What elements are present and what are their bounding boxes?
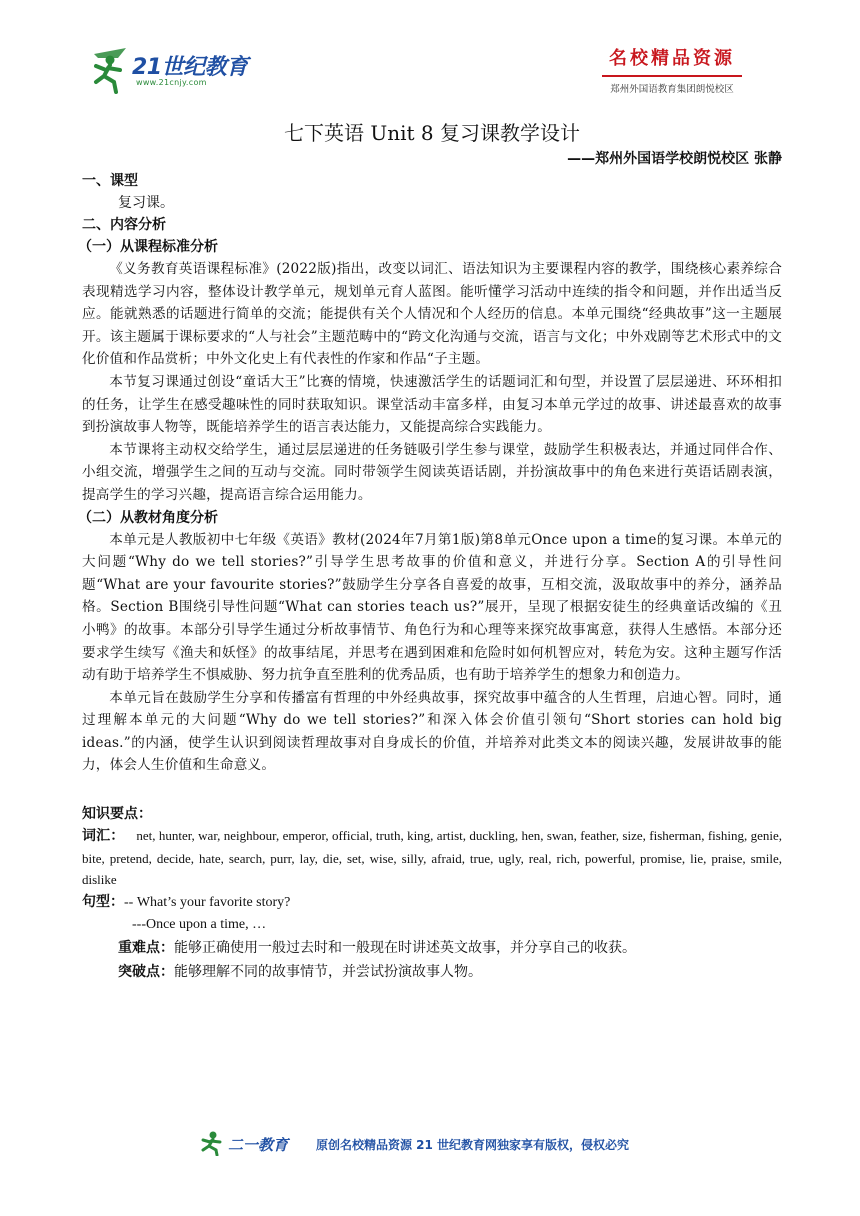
section-heading-content-analysis: 二、内容分析 [82,217,166,233]
brand-block [602,44,742,95]
subsection-heading-curriculum: （一）从课程标准分析 [78,239,218,255]
vocabulary-block [82,825,782,891]
paragraph-textbook-1: 本单元是人教版初中七年级《英语》教材(2024年7月第1版)第8单元Once upon a time的复习课。本单元的大问题“Why do we tell stories?”引导学生思考故事的价值和意义，并进行分享。Section A的引导性问题“What are your favourite stories?”鼓励学生分享各自喜爱的故事，互相交流，汲取故事中的养分，涵养品格。Section B围绕引导性问题“What can stories teach us?”展开，呈现了根据安徒生的经典童话改编的《丑小鸭》的故事。本部分引导学生通过分析故事情节、角色行为和心理等来探究故事寓意，获得人生感悟。本部分还要求学生续写《渔夫和妖怪》的故事结尾，并思考在遇到困难和危险时如何机智应对，转危为安。这种主题写作活动有助于培养学生不惧威胁、努力抗争直至胜利的优秀品质，也有助于培养学生的想象力和创造力。 [82,531,782,684]
page-footer [0,1126,860,1166]
section-heading-lesson-type: 一、课型 [82,173,138,189]
document-title: 七下英语 Unit 8 复习课教学设计 [284,121,580,145]
brand-subtitle: 郑州外国语教育集团朗悦校区 [610,84,734,95]
breakthrough-block [82,960,782,984]
knowledge-heading: 知识要点： [82,806,152,823]
sentence-pattern-label: 句型： [82,893,124,910]
document-author: ——郑州外国语学校朗悦校区 张静 [567,151,782,167]
document-body [78,118,782,984]
site-logo [88,46,268,96]
subsection-heading-textbook: （二）从教材角度分析 [78,509,218,526]
paragraph-curriculum-2: 本节复习课通过创设“童话大王”比赛的情境，快速激活学生的话题词汇和句型，并设置了层层递进、环环相扣的任务，让学生在感受趣味性的同时获取知识。课堂活动丰富多样，由复习本单元学过的故事、讲述最喜欢的故事到扮演故事人物等，既能培养学生的语言表达能力，又能提高综合实践能力。 [82,373,782,436]
breakthrough-text: 能够理解不同的故事情节，并尝试扮演故事人物。 [174,963,482,980]
brand-divider [602,75,742,77]
logo-text: 21世纪教育 [132,55,248,80]
paragraph-textbook-2: 本单元旨在鼓励学生分享和传播富有哲理的中外经典故事，探究故事中蕴含的人生哲理，启迪心智。同时，通过理解本单元的大问题“Why do we tell stories?”和深入体会价值引领句“Short stories can hold big ideas.”的内涵，使学生认识到阅读哲理故事对自身成长的价值，并培养对此类文本的阅读兴趣，发展讲故事的能力，体会人生价值和生命意义。 [82,689,782,774]
spacer [82,777,782,797]
runner-logo-icon [88,46,132,94]
sentence-pattern-answer: ---Once upon a time, … [132,916,267,932]
logo-url: www.21cnjy.com [136,78,207,87]
key-point-block [82,936,782,960]
brand-title: 名校精品资源 [609,48,735,69]
page-header [0,0,860,110]
vocabulary-list: net, hunter, war, neighbour, emperor, official, truth, king, artist, duckling, hen, swan, feather, size, fisherman, fishing, genie, bite, pretend, decide, hate, search, purr, lay, die, set, wise, silly, afraid, true, ugly, real, rich, powerful, promise, lie, praise, smile, dislike [82,828,782,888]
footer-runner-logo-icon [198,1130,228,1156]
lesson-type-text: 复习课。 [118,195,174,211]
sentence-pattern-block [82,891,782,914]
breakthrough-label: 突破点： [118,963,174,980]
paragraph-curriculum-3: 本节课将主动权交给学生，通过层层递进的任务链吸引学生参与课堂，鼓励学生积极表达，并通过同伴合作、小组交流，增强学生之间的互动与交流。同时带领学生阅读英语话剧，并扮演故事中的角色来进行英语话剧表演，提高学生的学习兴趣，提高语言综合运用能力。 [82,441,782,503]
key-point-label: 重难点： [118,939,174,956]
vocabulary-label: 词汇： [82,828,125,845]
paragraph-curriculum-1: 《义务教育英语课程标准》(2022版)指出，改变以词汇、语法知识为主要课程内容的教学，围绕核心素养综合表现精选学习内容，整体设计教学单元，规划单元育人蓝图。能听懂学习活动中连续的指令和问题，并作出适当反应。能就熟悉的话题进行简单的交流；能提供有关个人情况和个人经历的信息。本单元围绕“经典故事”这一主题展开。该主题属于课标要求的“人与社会”主题范畴中的“跨文化沟通与交流，语言与文化；中外戏剧等艺术形式中的文化价值和作品赏析；中外文化史上有代表性的作家和作品“子主题。 [82,261,782,368]
footer-copyright: 原创名校精品资源 21 世纪教育网独家享有版权，侵权必究 [316,1138,630,1152]
key-point-text: 能够正确使用一般过去时和一般现在时讲述英文故事，并分享自己的收获。 [174,939,636,956]
footer-brand: 二一教育 [228,1136,289,1154]
sentence-pattern-question: -- What’s your favorite story? [124,894,291,910]
